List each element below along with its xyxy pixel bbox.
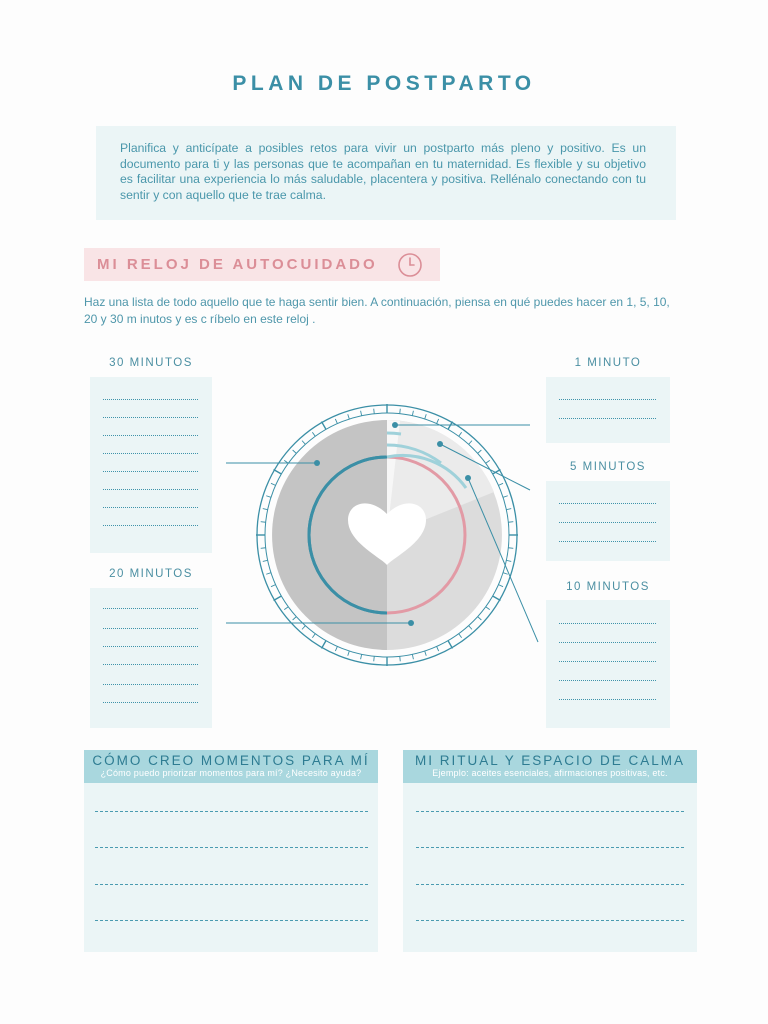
clock-tick — [261, 522, 266, 523]
clock-tick — [302, 441, 305, 445]
clock-tick — [486, 607, 490, 610]
clock-tick — [400, 656, 401, 661]
intro-text: Planifica y anticípate a posibles retos para vivir un postparto más pleno y positivo. Es un documento para ti y las personas que te acompañan en tu maternidad. Es flexible y su objetivo es facilitar una experiencia lo más saludable, placentera y positiva. Rellénalo conectando con tu sentir y con aquello que te trae calma. — [96, 126, 676, 220]
ritual-title: MI RITUAL Y ESPACIO DE CALMA — [414, 753, 686, 768]
clock-tick — [271, 585, 276, 587]
clock-tick — [412, 654, 413, 659]
clock-tick — [486, 460, 490, 463]
clock-tick — [263, 509, 268, 510]
clock-tick — [302, 626, 305, 630]
clock-tick — [335, 646, 337, 651]
clock-tick — [400, 409, 401, 414]
clock-tick — [293, 450, 297, 453]
clock-tick — [425, 651, 427, 656]
clock-tick — [478, 450, 482, 453]
clock-tick — [437, 646, 439, 651]
ritual-subtitle: Ejemplo: aceites esenciales, afirmaciones positivas, etc. — [432, 768, 668, 778]
clock-tick — [284, 607, 288, 610]
clock-tick — [266, 573, 271, 575]
clock-tick — [335, 419, 337, 424]
clock-tick — [506, 560, 511, 561]
clock-tick — [412, 411, 413, 416]
write-line — [95, 884, 368, 885]
label-30-minutos: 30 MINUTOS — [109, 357, 193, 369]
clock-tick — [459, 432, 462, 436]
moments-card[interactable] — [84, 750, 378, 952]
clock-tick — [503, 496, 508, 498]
clock-tick — [506, 509, 511, 510]
clock-tick — [437, 419, 439, 424]
label-5-minutos: 5 MINUTOS — [570, 461, 646, 473]
clock-tick — [469, 626, 472, 630]
clock-tick — [498, 483, 503, 485]
label-10-minutos: 10 MINUTOS — [566, 581, 650, 593]
clock-tick — [348, 651, 350, 656]
clock-tick — [263, 560, 268, 561]
instructions-text: Haz una lista de todo aquello que te haga sentir bien. A continuación, piensa en qué puedes hacer en 1, 5, 10, 20 y 30 m inutos y es c ríbelo en este reloj . — [84, 295, 670, 326]
write-line — [95, 847, 368, 848]
clock-tick — [271, 483, 276, 485]
ritual-card[interactable] — [403, 750, 697, 952]
clock-tick — [374, 409, 375, 414]
clock-tick — [508, 548, 513, 549]
label-1-minuto: 1 MINUTO — [574, 357, 642, 369]
section-title: MI RELOJ DE AUTOCUIDADO — [97, 256, 378, 273]
clock-tick — [498, 585, 503, 587]
arc-1-minuto — [387, 433, 401, 434]
write-line — [416, 884, 684, 885]
write-line — [95, 811, 368, 812]
clock-tick — [503, 573, 508, 575]
clock-tick — [312, 432, 315, 436]
clock-tick — [293, 617, 297, 620]
clock-tick — [261, 548, 266, 549]
clock-tick — [312, 634, 315, 638]
page-title: PLAN DE POSTPARTO — [232, 72, 536, 95]
clock-tick — [508, 522, 513, 523]
write-line — [95, 920, 368, 921]
ritual-header — [403, 750, 697, 783]
clock-tick — [361, 411, 362, 416]
write-line — [416, 847, 684, 848]
clock-tick — [266, 496, 271, 498]
clock-tick — [348, 414, 350, 419]
clock-tick — [459, 634, 462, 638]
clock-tick — [469, 441, 472, 445]
clock-tick — [478, 617, 482, 620]
moments-title: CÓMO CREO MOMENTOS PARA MÍ — [92, 753, 370, 768]
clock-tick — [361, 654, 362, 659]
moments-subtitle: ¿Cómo puedo priorizar momentos para mí? ¿Necesito ayuda? — [100, 768, 362, 778]
write-line — [416, 920, 684, 921]
clock-tick — [374, 656, 375, 661]
clock-tick — [425, 414, 427, 419]
moments-header — [84, 750, 378, 783]
write-line — [416, 811, 684, 812]
label-20-minutos: 20 MINUTOS — [109, 568, 193, 580]
